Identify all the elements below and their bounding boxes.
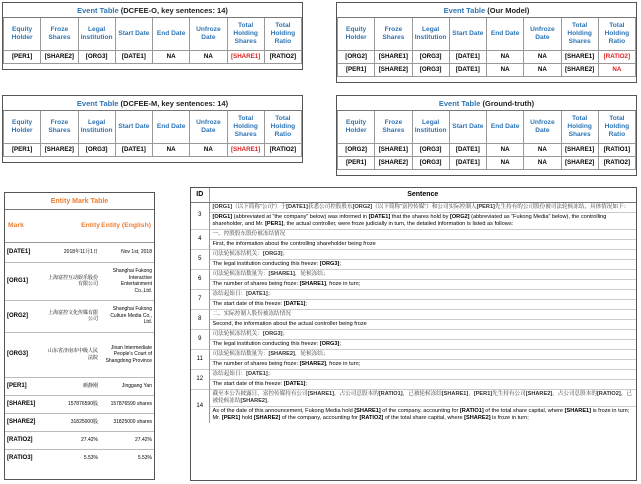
sentence-row (191, 212, 636, 229)
event-cell: [PER1] (4, 50, 41, 63)
entity-english: 31825000 shares (100, 413, 154, 431)
event-cell: [ORG2] (338, 50, 375, 63)
sentence-chinese: 司法轮候冻结数量为：[SHARE1]，轮候冻结； (209, 269, 636, 279)
event-cell: [SHARE1] (227, 50, 264, 63)
event-column-header: Total Holding Ratio (598, 111, 635, 143)
event-column-header: Equity Holder (338, 111, 375, 143)
entity-chinese: 山东省济南市中级人民法院 (45, 332, 100, 377)
event-column-header: End Date (153, 111, 190, 143)
sentence-english: The number of shares being froze: [SHARE1], froze in turn; (209, 279, 636, 289)
sentence-english: The legal institution conducting this freeze: [ORG3]; (209, 259, 636, 269)
entity-row (5, 242, 154, 262)
entity-row (5, 395, 154, 413)
event-cell: [SHARE2] (561, 156, 598, 169)
entity-row (5, 449, 154, 467)
event-column-header: Start Date (449, 111, 486, 143)
event-column-header: Total Holding Shares (561, 18, 598, 50)
event-cell: [DATE1] (449, 50, 486, 63)
event-cell: [ORG2] (338, 143, 375, 156)
sentence-chinese: 冻结起始日：[DATE1]； (209, 289, 636, 299)
entity-english: Shanghai Fukong Interactive Entertainment Co.,Ltd. (100, 262, 154, 300)
entity-english: Shanghai Fukong Culture Media Co., Ltd. (100, 300, 154, 332)
entity-mark-table (4, 192, 155, 480)
event-cell: [SHARE1] (561, 50, 598, 63)
event-cell: NA (153, 143, 190, 156)
sentence-chinese: 冻结起始日：[DATE1]； (209, 369, 636, 379)
entity-mark: [ORG1] (5, 262, 45, 300)
sentence-row (191, 239, 636, 249)
event-cell: [SHARE2] (41, 50, 78, 63)
entity-header-entity: Entity (45, 210, 100, 242)
sentence-row (191, 389, 636, 406)
entity-mark: [SHARE2] (5, 413, 45, 431)
entity-mark: [ORG2] (5, 300, 45, 332)
event-cell: [SHARE2] (561, 63, 598, 76)
sentence-row (191, 339, 636, 349)
event-row (4, 50, 302, 63)
event-cell: [SHARE1] (227, 143, 264, 156)
event-column-header: Unfroze Date (524, 18, 561, 50)
event-column-header: Total Holding Shares (561, 111, 598, 143)
sentence-id: 8 (191, 309, 209, 329)
entity-chinese: 5.53% (45, 449, 100, 467)
event-cell: NA (524, 63, 561, 76)
sentence-chinese: 司法轮候冻结数量为：[SHARE2]，轮候冻结； (209, 349, 636, 359)
sentence-id: 12 (191, 369, 209, 389)
sentence-english: As of the date of this announcement, Fukong Media hold [SHARE1] of the company, accounting for [RATIO1] of the total share capital, where [SHARE1] is froze in turn; Mr. [PER1] hold [SHARE2] of the company, accounting for [RATIO2] of the total share capital, where [SHARE2] is froze in turn; (209, 406, 636, 423)
entity-mark: [SHARE1] (5, 395, 45, 413)
event-row (338, 50, 636, 63)
event-column-header: End Date (487, 18, 524, 50)
event-row (338, 156, 636, 169)
event-cell: NA (487, 50, 524, 63)
sentence-row (191, 309, 636, 319)
event-table-title: Event Table (Our Model) (337, 3, 636, 18)
event-column-header: Froze Shares (41, 111, 78, 143)
entity-english: 157876590 shares (100, 395, 154, 413)
sentence-header-sentence: Sentence (209, 188, 636, 202)
entity-mark: [DATE1] (5, 242, 45, 262)
event-column-header: Start Date (449, 18, 486, 50)
event-column-header: Unfroze Date (190, 111, 227, 143)
sentence-row (191, 349, 636, 359)
entity-mark: [ORG3] (5, 332, 45, 377)
event-cell: [SHARE1] (375, 50, 412, 63)
sentence-row (191, 229, 636, 239)
event-column-header: Total Holding Shares (227, 111, 264, 143)
event-cell: [SHARE2] (41, 143, 78, 156)
entity-chinese: 上海富控互动娱乐股份有限公司 (45, 262, 100, 300)
event-table-our-model (336, 2, 637, 83)
event-column-header: Start Date (115, 18, 152, 50)
entity-chinese: 颜静刚 (45, 377, 100, 395)
event-cell: NA (190, 143, 227, 156)
entity-header-english: Entity (English) (100, 210, 154, 242)
event-column-header: Legal Institution (78, 111, 115, 143)
event-table-dcfee-m (2, 95, 303, 163)
event-column-header: Total Holding Shares (227, 18, 264, 50)
event-column-header: Legal Institution (412, 18, 449, 50)
event-cell: NA (524, 143, 561, 156)
event-cell: [SHARE2] (375, 63, 412, 76)
event-cell: NA (487, 63, 524, 76)
sentence-row (191, 406, 636, 423)
event-cell: [ORG3] (78, 143, 115, 156)
sentence-chinese: 司法轮候冻结机关：[ORG3]； (209, 329, 636, 339)
sentence-header-id: ID (191, 188, 209, 202)
sentence-id: 14 (191, 389, 209, 423)
event-cell: NA (190, 50, 227, 63)
entity-chinese: 31825000股 (45, 413, 100, 431)
entity-row (5, 377, 154, 395)
sentence-row (191, 379, 636, 389)
event-column-header: Legal Institution (412, 111, 449, 143)
sentence-english: [ORG1] (abbreviated at “the company” below) was informed in [DATE1] that the shares hold by [ORG2] (abbreviated as “Fukong Media” below), the controlling shareholder, and Mr. [PER1], the actual controller, were froze judicially in turn, the detailed information is listed as follows: (209, 212, 636, 229)
event-row (4, 143, 302, 156)
event-table-title: Event Table (DCFEE-O, key sentences: 14) (3, 3, 302, 18)
event-column-header: Legal Institution (78, 18, 115, 50)
sentence-row (191, 202, 636, 212)
sentence-row (191, 359, 636, 369)
entity-row (5, 300, 154, 332)
sentence-chinese: 截至本公告披露日，富控传媒持有公司[SHARE1]，占公司总股本的[RATIO1]，已被轮候冻结[SHARE1]，[PER1]先生持有公司[SHARE2]，占公司总股本的[RATIO2]，已被轮候冻结[SHARE2]。 (209, 389, 636, 406)
entity-chinese: 2018年11月1日 (45, 242, 100, 262)
event-column-header: Start Date (115, 111, 152, 143)
sentence-chinese: [ORG1]（以下简称“公司”）于[DATE1]获悉公司控股股东[ORG2]（以下简称“富控传媒”）和公司实际控制人[PER1]先生持有的公司股份被司法轮候冻结，具体情况如下： (209, 202, 636, 212)
event-column-header: Froze Shares (375, 18, 412, 50)
entity-row (5, 413, 154, 431)
event-column-header: Equity Holder (4, 111, 41, 143)
entity-english: 27.42% (100, 431, 154, 449)
event-cell: [PER1] (4, 143, 41, 156)
event-cell: [RATIO2] (264, 50, 301, 63)
sentence-id: 5 (191, 249, 209, 269)
sentence-chinese: 二、实际控制人股份被冻结情况 (209, 309, 636, 319)
event-column-header: Total Holding Ratio (598, 18, 635, 50)
entity-header-mark: Mark (5, 210, 45, 242)
sentence-english: The number of shares being froze: [SHARE2], froze in turn; (209, 359, 636, 369)
sentence-row (191, 299, 636, 309)
entity-row (5, 262, 154, 300)
entity-row (5, 332, 154, 377)
event-cell: [RATIO2] (598, 156, 635, 169)
sentence-chinese: 一、控股股东股份被冻结情况 (209, 229, 636, 239)
event-row (338, 143, 636, 156)
sentence-english: First, the information about the controlling shareholder being froze (209, 239, 636, 249)
sentence-row (191, 269, 636, 279)
entity-english: Jinan Intermediate People's Court of Shangdong Province (100, 332, 154, 377)
sentence-row (191, 259, 636, 269)
event-column-header: Total Holding Ratio (264, 18, 301, 50)
event-cell: [RATIO2] (598, 50, 635, 63)
event-cell: [ORG3] (78, 50, 115, 63)
event-cell: [ORG3] (412, 143, 449, 156)
sentence-english: The start date of this freeze: [DATE1]; (209, 299, 636, 309)
event-cell: [SHARE2] (375, 156, 412, 169)
event-cell: NA (153, 50, 190, 63)
sentence-row (191, 279, 636, 289)
event-cell: [ORG3] (412, 50, 449, 63)
event-column-header: Froze Shares (41, 18, 78, 50)
event-cell: [PER1] (338, 156, 375, 169)
event-row (338, 63, 636, 76)
event-cell: [DATE1] (449, 63, 486, 76)
event-cell: NA (524, 156, 561, 169)
entity-mark: [PER1] (5, 377, 45, 395)
event-cell: [DATE1] (115, 143, 152, 156)
sentence-row (191, 369, 636, 379)
event-column-header: Unfroze Date (524, 111, 561, 143)
entity-mark: [RATIO2] (5, 431, 45, 449)
event-cell: [ORG3] (412, 63, 449, 76)
entity-chinese: 上海富控文化传媒有限公司 (45, 300, 100, 332)
event-cell: NA (487, 143, 524, 156)
sentence-english: The legal institution conducting this freeze: [ORG3]; (209, 339, 636, 349)
event-table-title: Event Table (DCFEE-M, key sentences: 14) (3, 96, 302, 111)
sentence-id: 4 (191, 229, 209, 249)
sentence-table (190, 187, 637, 481)
event-cell: NA (487, 156, 524, 169)
entity-mark: [RATIO3] (5, 449, 45, 467)
sentence-id: 6 (191, 269, 209, 289)
event-cell: NA (598, 63, 635, 76)
event-column-header: Unfroze Date (190, 18, 227, 50)
event-table-title: Event Table (Ground-truth) (337, 96, 636, 111)
event-cell: [DATE1] (449, 143, 486, 156)
sentence-chinese: 司法轮候冻结机关：[ORG3]； (209, 249, 636, 259)
event-cell: [DATE1] (449, 156, 486, 169)
event-table-ground-truth (336, 95, 637, 176)
event-cell: NA (524, 50, 561, 63)
event-cell: [SHARE1] (375, 143, 412, 156)
entity-row (5, 431, 154, 449)
event-cell: [ORG3] (412, 156, 449, 169)
entity-chinese: 27.42% (45, 431, 100, 449)
sentence-id: 3 (191, 202, 209, 229)
event-cell: [RATIO1] (598, 143, 635, 156)
sentence-english: Second, the information about the actual controller being froze (209, 319, 636, 329)
sentence-id: 7 (191, 289, 209, 309)
event-column-header: Froze Shares (375, 111, 412, 143)
entity-table-title: Entity Mark Table (5, 193, 154, 210)
entity-english: Nov 1st, 2018 (100, 242, 154, 262)
event-cell: [DATE1] (115, 50, 152, 63)
event-column-header: End Date (153, 18, 190, 50)
event-table-dcfee-o (2, 2, 303, 70)
sentence-row (191, 249, 636, 259)
event-cell: [PER1] (338, 63, 375, 76)
sentence-row (191, 289, 636, 299)
sentence-row (191, 329, 636, 339)
event-cell: [RATIO2] (264, 143, 301, 156)
sentence-id: 9 (191, 329, 209, 349)
event-cell: [SHARE1] (561, 143, 598, 156)
entity-english: Jinggang Yan (100, 377, 154, 395)
event-column-header: Equity Holder (338, 18, 375, 50)
entity-chinese: 157876590股 (45, 395, 100, 413)
event-column-header: End Date (487, 111, 524, 143)
event-column-header: Equity Holder (4, 18, 41, 50)
sentence-row (191, 319, 636, 329)
event-column-header: Total Holding Ratio (264, 111, 301, 143)
sentence-id: 11 (191, 349, 209, 369)
sentence-english: The start date of this freeze: [DATE1]; (209, 379, 636, 389)
entity-english: 5.53% (100, 449, 154, 467)
